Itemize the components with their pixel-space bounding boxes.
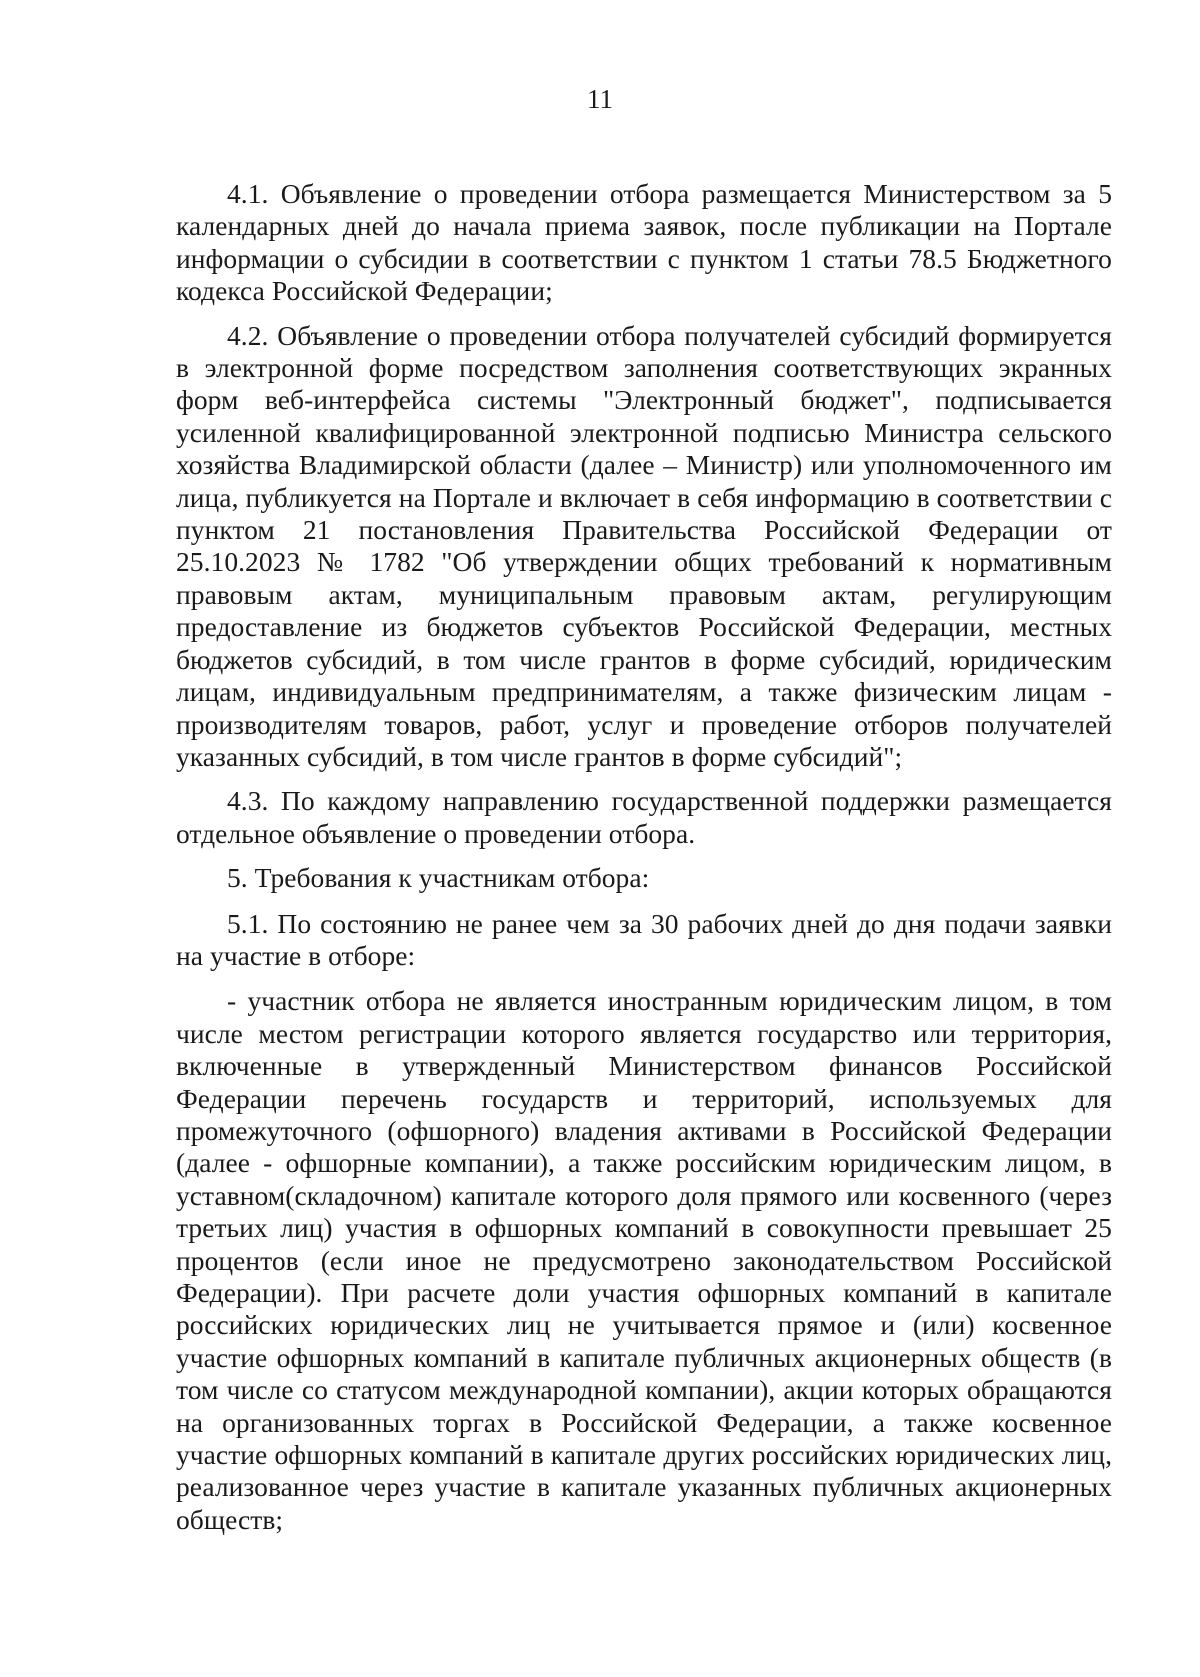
paragraph-5-heading: 5. Требования к участникам отбора: — [227, 862, 650, 894]
page-number: 11 — [587, 84, 613, 114]
document-body — [176, 178, 1112, 1536]
paragraph-4-2: 4.2. Объявление о проведении отбора получателей субсидий формируется в электронной форме посредством заполнения соответствующих экранных форм веб-интерфейса системы "Электронный бюджет", подписывается усиленной квалифицированной электронной подписью Министра сельского хозяйства Владимирской области (далее – Министр) или уполномоченного им лица, публикуется на Портале и включает в себя информацию в соответствии с пунктом 21 постановления Правительства Российской Федерации от 25.10.2023 № 1782 "Об утверждении общих требований к нормативным правовым актам, муниципальным правовым актам, регулирующим предоставление из бюджетов субъектов Российской Федерации, местных бюджетов субсидий, в том числе грантов в форме субсидий, юридическим лицам, индивидуальным предпринимателям, а также физическим лицам - производителям товаров, работ, услуг и проведение отборов получателей указанных субсидий, в том числе грантов в форме субсидий"; — [176, 319, 1112, 772]
paragraph-4-3: 4.3. По каждому направлению государственной поддержки размещается отдельное объявление о проведении отбора. — [176, 785, 1112, 849]
paragraph-5-1: 5.1. По состоянию не ранее чем за 30 рабочих дней до дня подачи заявки на участие в отборе: — [176, 907, 1112, 971]
paragraph-5-1-item-1: - участник отбора не является иностранным юридическим лицом, в том числе местом регистрации которого является государство или территория, включенные в утвержденный Министерством финансов Российской Федерации перечень государств и территорий, используемых для промежуточного (офшорного) владения активами в Российской Федерации (далее - офшорные компании), а также российским юридическим лицом, в уставном(складочном) капитале которого доля прямого или косвенного (через третьих лиц) участия в офшорных компаний в совокупности превышает 25 процентов (если иное не предусмотрено законодательством Российской Федерации). При расчете доли участия офшорных компаний в капитале российских юридических лиц не учитывается прямое и (или) косвенное участие офшорных компаний в капитале публичных акционерных обществ (в том числе со статусом международной компании), акции которых обращаются на организованных торгах в Российской Федерации, а также косвенное участие офшорных компаний в капитале других российских юридических лиц, реализованное через участие в капитале указанных публичных акционерных обществ; — [176, 985, 1112, 1535]
paragraph-4-1: 4.1. Объявление о проведении отбора размещается Министерством за 5 календарных дней до начала приема заявок, после публикации на Портале информации о субсидии в соответствии с пунктом 1 статьи 78.5 Бюджетного кодекса Российской Федерации; — [176, 178, 1112, 307]
